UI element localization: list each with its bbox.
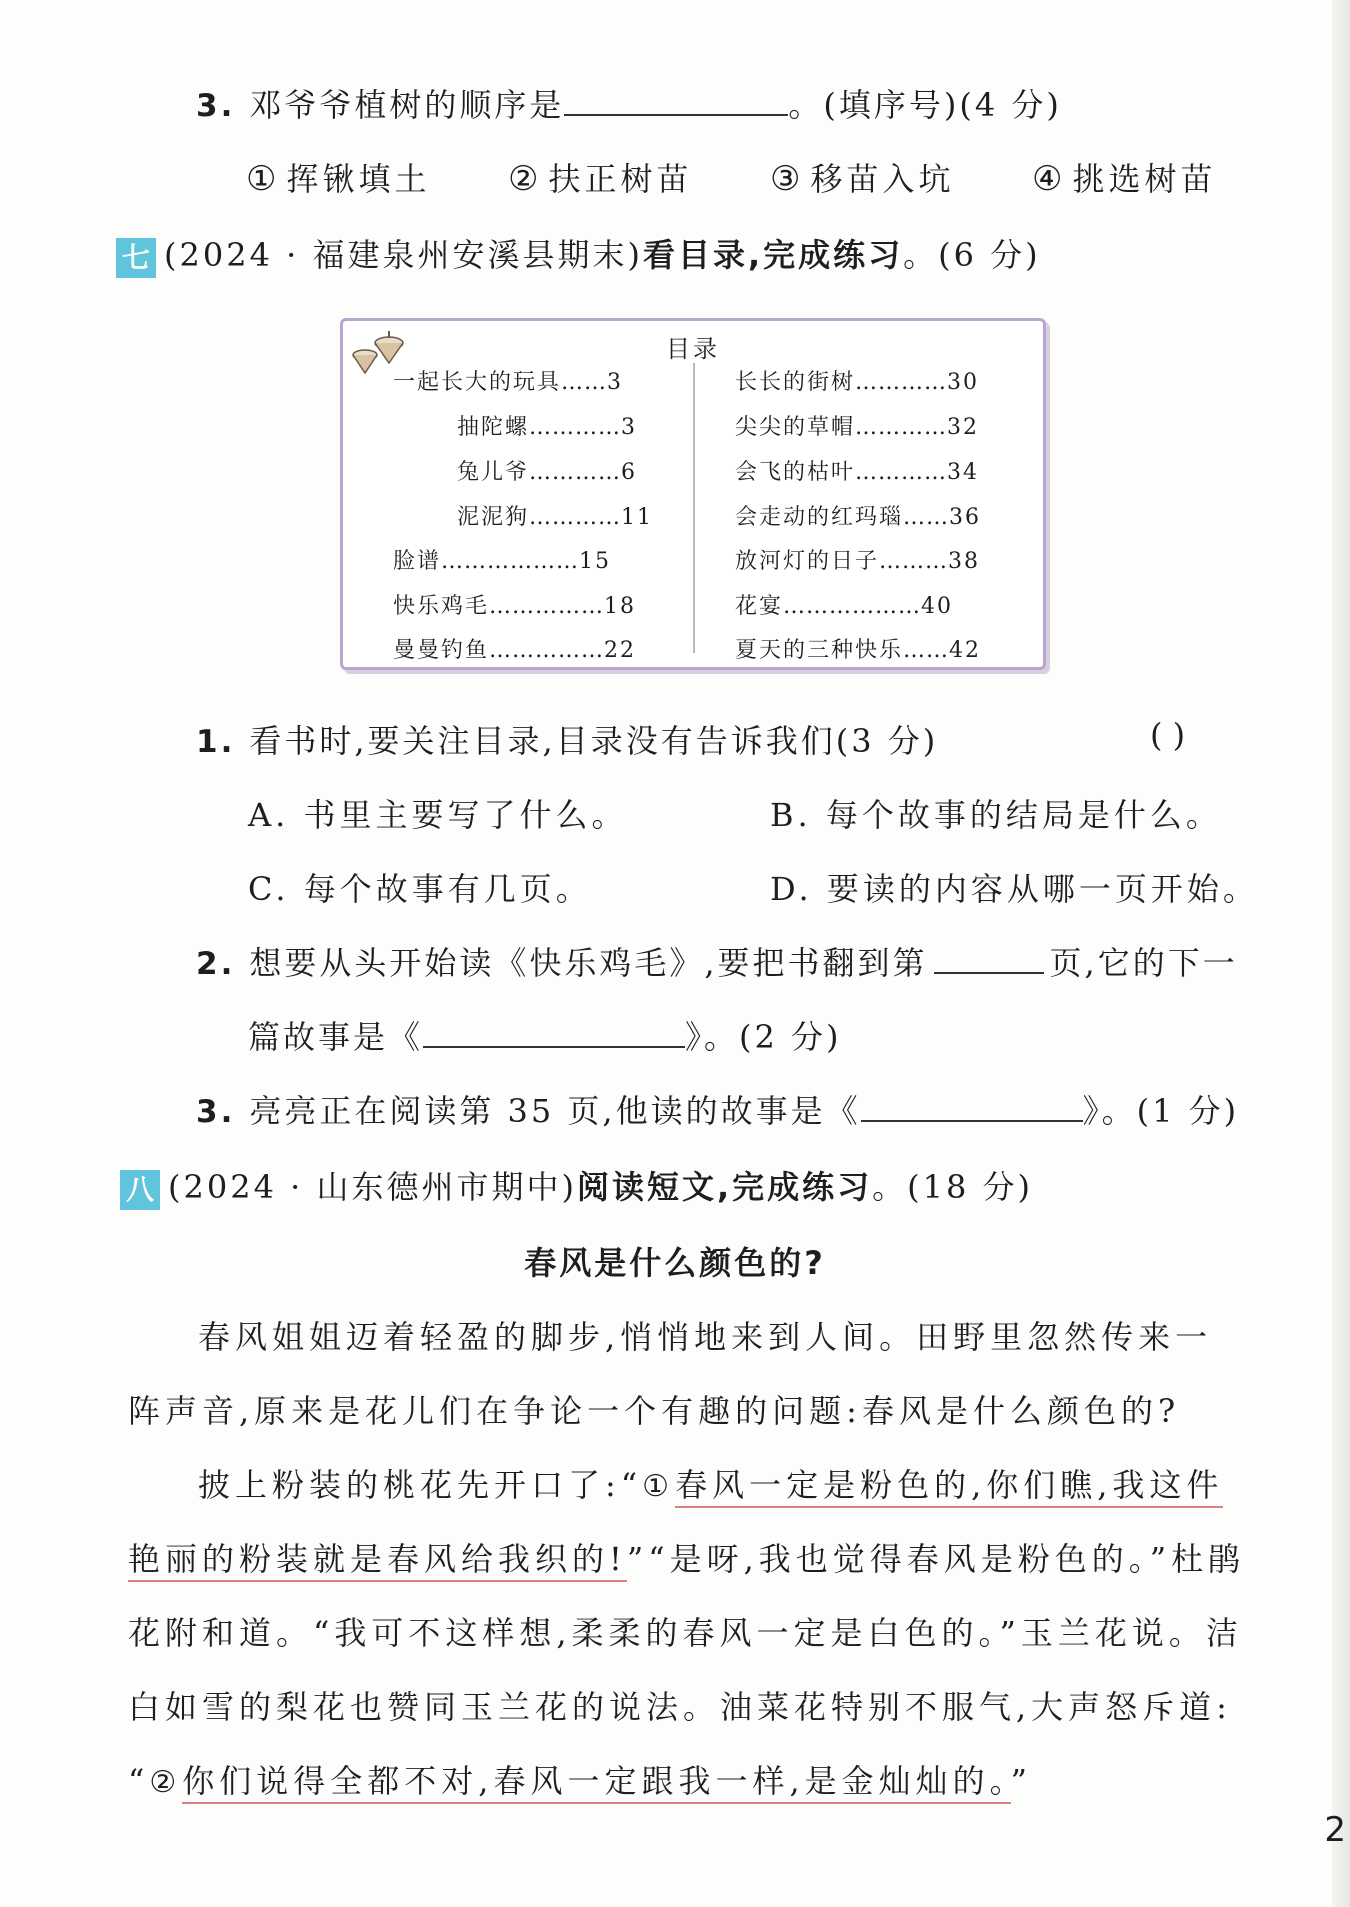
option-text: 扶正树苗: [548, 160, 693, 198]
question-7-3: [196, 1086, 1239, 1132]
question-text: 亮亮正在阅读第 35 页,他读的故事是《: [249, 1092, 861, 1130]
question-score: 。(填序号)(4 分): [788, 86, 1062, 124]
toc-entry: [393, 544, 611, 575]
toc-leader: ………………: [783, 594, 922, 619]
section-instruction: 看目录,完成练习: [642, 236, 904, 274]
toc-divider: [693, 363, 695, 653]
toc-page-number: 22: [604, 638, 637, 663]
question-number: 1.: [196, 724, 236, 760]
page-edge: [1332, 0, 1350, 1907]
answer-blank-page[interactable]: [934, 968, 1044, 974]
toc-leader: …………: [529, 415, 622, 440]
answer-parentheses[interactable]: ( ): [1150, 716, 1186, 754]
answer-blank-story[interactable]: [423, 1042, 685, 1048]
toc-entry: [393, 365, 623, 396]
order-option-2: [508, 154, 693, 200]
toc-entry-title: 放河灯的日子: [735, 549, 880, 574]
article-line: [198, 1460, 1223, 1506]
toc-leader: ………: [879, 549, 949, 574]
underlined-sentence-2: 你们说得全都不对,春风一定跟我一样,是金灿灿的。: [182, 1762, 1010, 1804]
article-line: [128, 1756, 1032, 1802]
toc-entry: [735, 633, 981, 664]
question-text: 看书时,要关注目录,目录没有告诉我们(3 分): [249, 722, 939, 760]
toc-page-number: 36: [949, 505, 982, 530]
order-option-1: [246, 154, 431, 200]
table-of-contents: [340, 318, 1046, 670]
toc-page-number: 11: [621, 505, 654, 530]
toc-entry-title: 会飞的枯叶: [735, 460, 856, 485]
toc-page-number: 40: [921, 594, 954, 619]
article-title: 春风是什么颜色的?: [524, 1244, 826, 1282]
toc-entry-title: 脸谱: [393, 549, 442, 574]
toc-leader: ……: [903, 638, 950, 663]
toc-entry: [457, 410, 637, 441]
toc-leader: ……………: [489, 594, 605, 619]
section-7-header: [116, 230, 1041, 278]
section-source: (2024 · 福建泉州安溪县期末): [164, 236, 643, 274]
option-d[interactable]: D. 要读的内容从哪一页开始。: [770, 870, 1259, 908]
toc-leader: ………………: [441, 549, 580, 574]
toc-leader: …………: [855, 370, 948, 395]
toc-page-number: 15: [579, 549, 612, 574]
option-text: 移苗入坑: [810, 160, 955, 198]
toc-entry: [393, 633, 636, 664]
sentence-mark: ②: [149, 1765, 177, 1800]
toc-page-number: 18: [604, 594, 637, 619]
toc-title: 目录: [666, 335, 720, 363]
toc-leader: ……: [903, 505, 950, 530]
toc-entry: [735, 410, 979, 441]
question-text: 》。(1 分): [1082, 1092, 1240, 1130]
article-line: 春风姐姐迈着轻盈的脚步,悄悄地来到人间。田野里忽然传来一: [198, 1318, 1213, 1356]
answer-blank-story[interactable]: [861, 1116, 1083, 1122]
toc-leader: …………: [529, 505, 622, 530]
toc-entry: [735, 365, 979, 396]
question-7-2-line2: [248, 1012, 842, 1058]
toc-entry: [735, 589, 953, 620]
toc-entry-title: 曼曼钓鱼: [393, 638, 490, 663]
section-score: 。(18 分): [872, 1168, 1033, 1206]
underlined-sentence-1: 艳丽的粉装就是春风给我织的!: [128, 1540, 627, 1582]
question-number: 3.: [196, 1094, 236, 1130]
toc-page-number: 42: [949, 638, 982, 663]
sentence-mark: ①: [642, 1469, 670, 1504]
question-text: 页,它的下一: [1049, 944, 1238, 982]
option-mark: ①: [246, 159, 277, 199]
toc-entry-title: 快乐鸡毛: [393, 594, 490, 619]
toc-entry: [457, 455, 637, 486]
section-instruction: 阅读短文,完成练习: [576, 1168, 873, 1206]
page-number: 2: [1324, 1810, 1346, 1850]
toc-leader: …………: [855, 460, 948, 485]
option-a[interactable]: A. 书里主要写了什么。: [248, 796, 628, 834]
article-line: 白如雪的梨花也赞同玉兰花的说法。油菜花特别不服气,大声怒斥道:: [128, 1688, 1232, 1726]
toc-leader: ……………: [489, 638, 605, 663]
toc-entry: [457, 500, 653, 531]
option-mark: ②: [508, 159, 539, 199]
toc-entry-title: 一起长大的玩具: [393, 370, 562, 395]
toc-entry: [393, 589, 636, 620]
toc-page-number: 32: [947, 415, 980, 440]
question-text: 想要从头开始读《快乐鸡毛》,要把书翻到第: [249, 944, 928, 982]
toc-leader: …………: [855, 415, 948, 440]
toc-page-number: 3: [607, 370, 624, 395]
toc-entry: [735, 455, 979, 486]
question-text: 邓爷爷植树的顺序是: [249, 86, 565, 124]
option-text: 挥锹填土: [286, 160, 431, 198]
option-text: 挑选树苗: [1072, 160, 1217, 198]
toc-entry-title: 抽陀螺: [457, 415, 530, 440]
toc-entry: [735, 500, 981, 531]
question-7-1: [196, 716, 938, 762]
toc-entry: [735, 544, 980, 575]
question-7-2: [196, 938, 1238, 984]
toc-entry-title: 花宴: [735, 594, 784, 619]
article-text: ”: [1010, 1762, 1032, 1800]
toc-entry-title: 泥泥狗: [457, 505, 530, 530]
article-text: 披上粉装的桃花先开口了:“: [198, 1466, 643, 1504]
question-text: 篇故事是《: [248, 1018, 424, 1056]
article-line: [128, 1534, 1245, 1580]
option-b[interactable]: B. 每个故事的结局是什么。: [770, 796, 1222, 834]
section-badge: 七: [116, 238, 156, 278]
toc-page-number: 6: [621, 460, 638, 485]
answer-blank[interactable]: [564, 110, 788, 116]
toc-entry-title: 会走动的红玛瑙: [735, 505, 904, 530]
toc-leader: …………: [529, 460, 622, 485]
article-text: ”“是呀,我也觉得春风是粉色的。”杜鹃: [626, 1540, 1246, 1578]
order-option-3: [770, 154, 955, 200]
article-text: “: [128, 1762, 150, 1800]
option-c[interactable]: C. 每个故事有几页。: [248, 870, 592, 908]
toc-entry-title: 尖尖的草帽: [735, 415, 856, 440]
underlined-sentence-1: 春风一定是粉色的,你们瞧,我这件: [675, 1466, 1223, 1508]
section-8-header: [120, 1162, 1033, 1210]
toc-page-number: 30: [947, 370, 980, 395]
option-mark: ③: [770, 159, 801, 199]
option-mark: ④: [1032, 159, 1063, 199]
toc-entry-title: 长长的街树: [735, 370, 856, 395]
question-number: 3.: [196, 88, 236, 124]
toc-page-number: 38: [948, 549, 981, 574]
toc-page-number: 3: [621, 415, 638, 440]
section-badge: 八: [120, 1170, 160, 1210]
question-3-order: [196, 80, 1062, 126]
section-score: 。(6 分): [903, 236, 1041, 274]
section-source: (2024 · 山东德州市期中): [168, 1168, 577, 1206]
question-number: 2.: [196, 946, 236, 982]
question-text: 》。(2 分): [685, 1018, 842, 1056]
toc-entry-title: 夏天的三种快乐: [735, 638, 904, 663]
toc-leader: ……: [561, 370, 608, 395]
toc-entry-title: 兔儿爷: [457, 460, 530, 485]
toc-page-number: 34: [947, 460, 980, 485]
article-line: 阵声音,原来是花儿们在争论一个有趣的问题:春风是什么颜色的?: [128, 1392, 1181, 1430]
order-option-4: [1032, 154, 1217, 200]
article-line: 花附和道。“我可不这样想,柔柔的春风一定是白色的。”玉兰花说。洁: [128, 1614, 1243, 1652]
